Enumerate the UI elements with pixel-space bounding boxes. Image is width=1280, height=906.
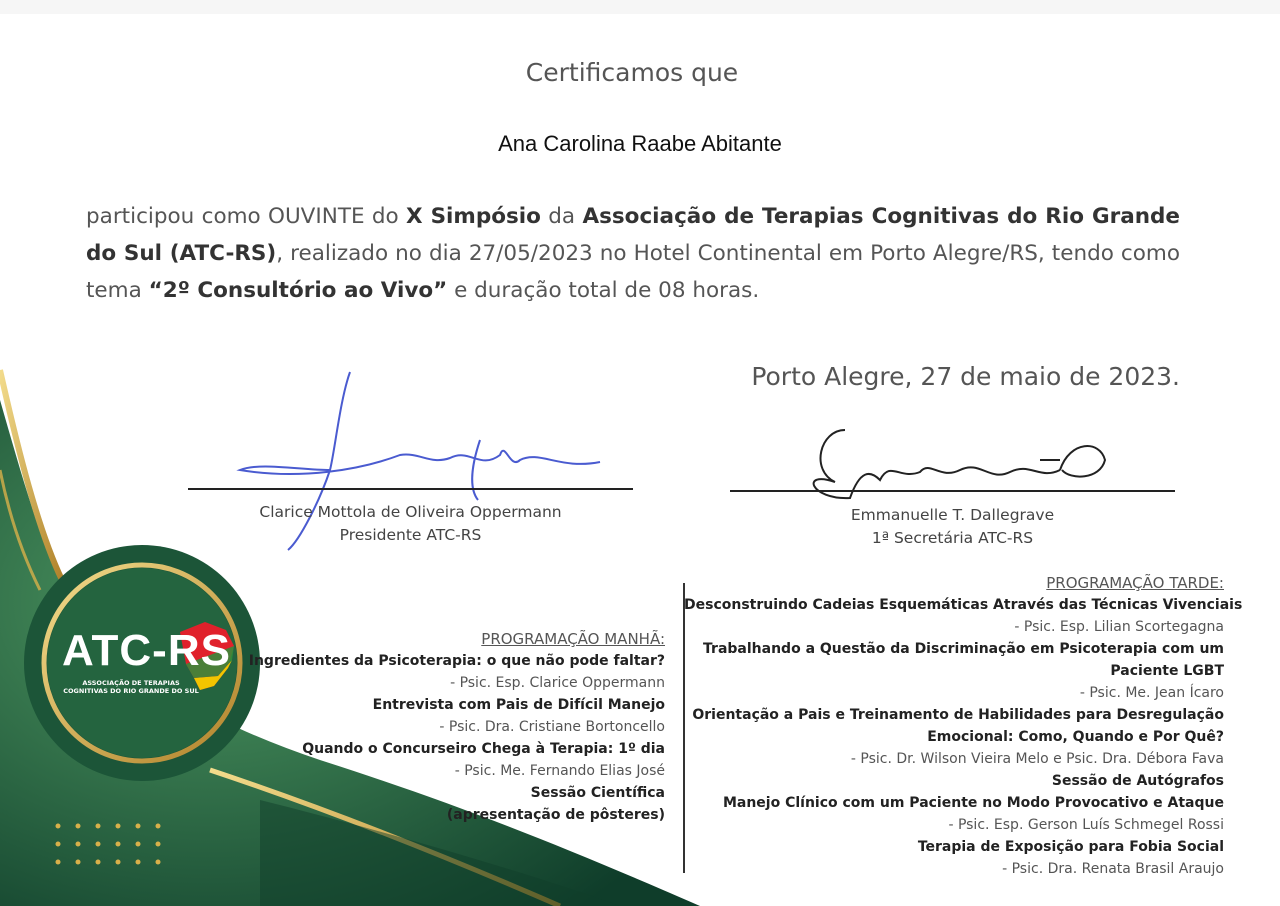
signer-name-left: Clarice Mottola de Oliveira Oppermann	[259, 503, 562, 521]
signature-right-scribble	[814, 430, 1105, 498]
morning-heading: PROGRAMAÇÃO MANHÃ:	[481, 630, 665, 648]
morning-title-5: (apresentação de pôsteres)	[446, 807, 665, 823]
afternoon-title-5: Emocional: Como, Quando e Por Quê?	[927, 729, 1224, 745]
afternoon-title-6: Sessão de Autógrafos	[1051, 773, 1224, 789]
theme-name: 2º Consultório ao Vivo	[162, 278, 434, 303]
morning-title-1: Ingredientes da Psicoterapia: o que não pode faltar?	[248, 653, 665, 669]
afternoon-heading: PROGRAMAÇÃO TARDE:	[1046, 574, 1224, 592]
signature-block-left	[188, 501, 633, 547]
afternoon-speaker-5: - Psic. Dr. Wilson Vieira Melo e Psic. Dra. Débora Fava	[850, 751, 1224, 767]
place-date: Porto Alegre, 27 de maio de 2023.	[751, 362, 1180, 391]
logo-subtitle-line1: ASSOCIAÇÃO DE TERAPIAS	[82, 679, 180, 687]
signer-name-right: Emmanuelle T. Dallegrave	[850, 506, 1055, 524]
signer-role-right: 1ª Secretária ATC-RS	[871, 529, 1034, 547]
afternoon-title-2: Trabalhando a Questão da Discriminação em Psicoterapia com um	[703, 641, 1224, 657]
morning-speaker-3: - Psic. Me. Fernando Elias José	[454, 763, 665, 779]
body-part-1: participou como OUVINTE do	[86, 204, 407, 229]
morning-program	[245, 628, 665, 826]
afternoon-speaker-8: - Psic. Dra. Renata Brasil Araujo	[1002, 861, 1224, 877]
body-part-2: da	[540, 204, 583, 229]
morning-title-2: Entrevista com Pais de Difícil Manejo	[372, 697, 665, 713]
afternoon-title-3: Paciente LGBT	[1110, 663, 1224, 679]
recipient-name: Ana Carolina Raabe Abitante	[498, 131, 782, 156]
afternoon-speaker-7: - Psic. Esp. Gerson Luís Schmegel Rossi	[948, 817, 1224, 833]
org-name: Associação de Terapias Cognitivas do Rio Grande do Sul (ATC-RS)	[86, 204, 1181, 266]
afternoon-title-7: Manejo Clínico com um Paciente no Modo Provocativo e Ataque	[722, 795, 1224, 811]
afternoon-title-1: Desconstruindo Cadeias Esquemáticas Através das Técnicas Vivenciais	[684, 597, 1243, 613]
body-part-3: , realizado no dia 27/05/2023 no Hotel Continental em Porto Alegre/RS, tendo como tema	[86, 241, 1180, 303]
logo-subtitle	[56, 679, 206, 695]
signature-line-left	[188, 488, 633, 490]
afternoon-title-8: Terapia de Exposição para Fobia Social	[917, 839, 1224, 855]
logo-title: ATC-RS	[62, 626, 231, 675]
afternoon-program	[684, 572, 1243, 880]
certificate-body	[86, 198, 1180, 309]
morning-speaker-1: - Psic. Esp. Clarice Oppermann	[450, 675, 665, 691]
morning-title-3: Quando o Concurseiro Chega à Terapia: 1º dia	[302, 741, 665, 757]
quote-open: “	[148, 278, 163, 303]
certify-heading: Certificamos que	[525, 58, 739, 87]
signature-block-right	[730, 504, 1175, 550]
body-part-4: e duração total de 08 horas.	[447, 278, 760, 303]
afternoon-title-4: Orientação a Pais e Treinamento de Habilidades para Desregulação	[692, 707, 1224, 723]
logo-subtitle-line2: COGNITIVAS DO RIO GRANDE DO SUL	[63, 687, 199, 695]
quote-close: ”	[433, 278, 448, 303]
event-name: X Simpósio	[406, 204, 541, 229]
afternoon-speaker-3: - Psic. Me. Jean Ícaro	[1079, 685, 1224, 701]
afternoon-speaker-1: - Psic. Esp. Lilian Scortegagna	[1014, 619, 1224, 635]
morning-speaker-2: - Psic. Dra. Cristiane Bortoncello	[439, 719, 665, 735]
signature-line-right	[730, 490, 1175, 492]
morning-title-4: Sessão Científica	[530, 785, 665, 801]
signer-role-left: Presidente ATC-RS	[339, 526, 482, 544]
